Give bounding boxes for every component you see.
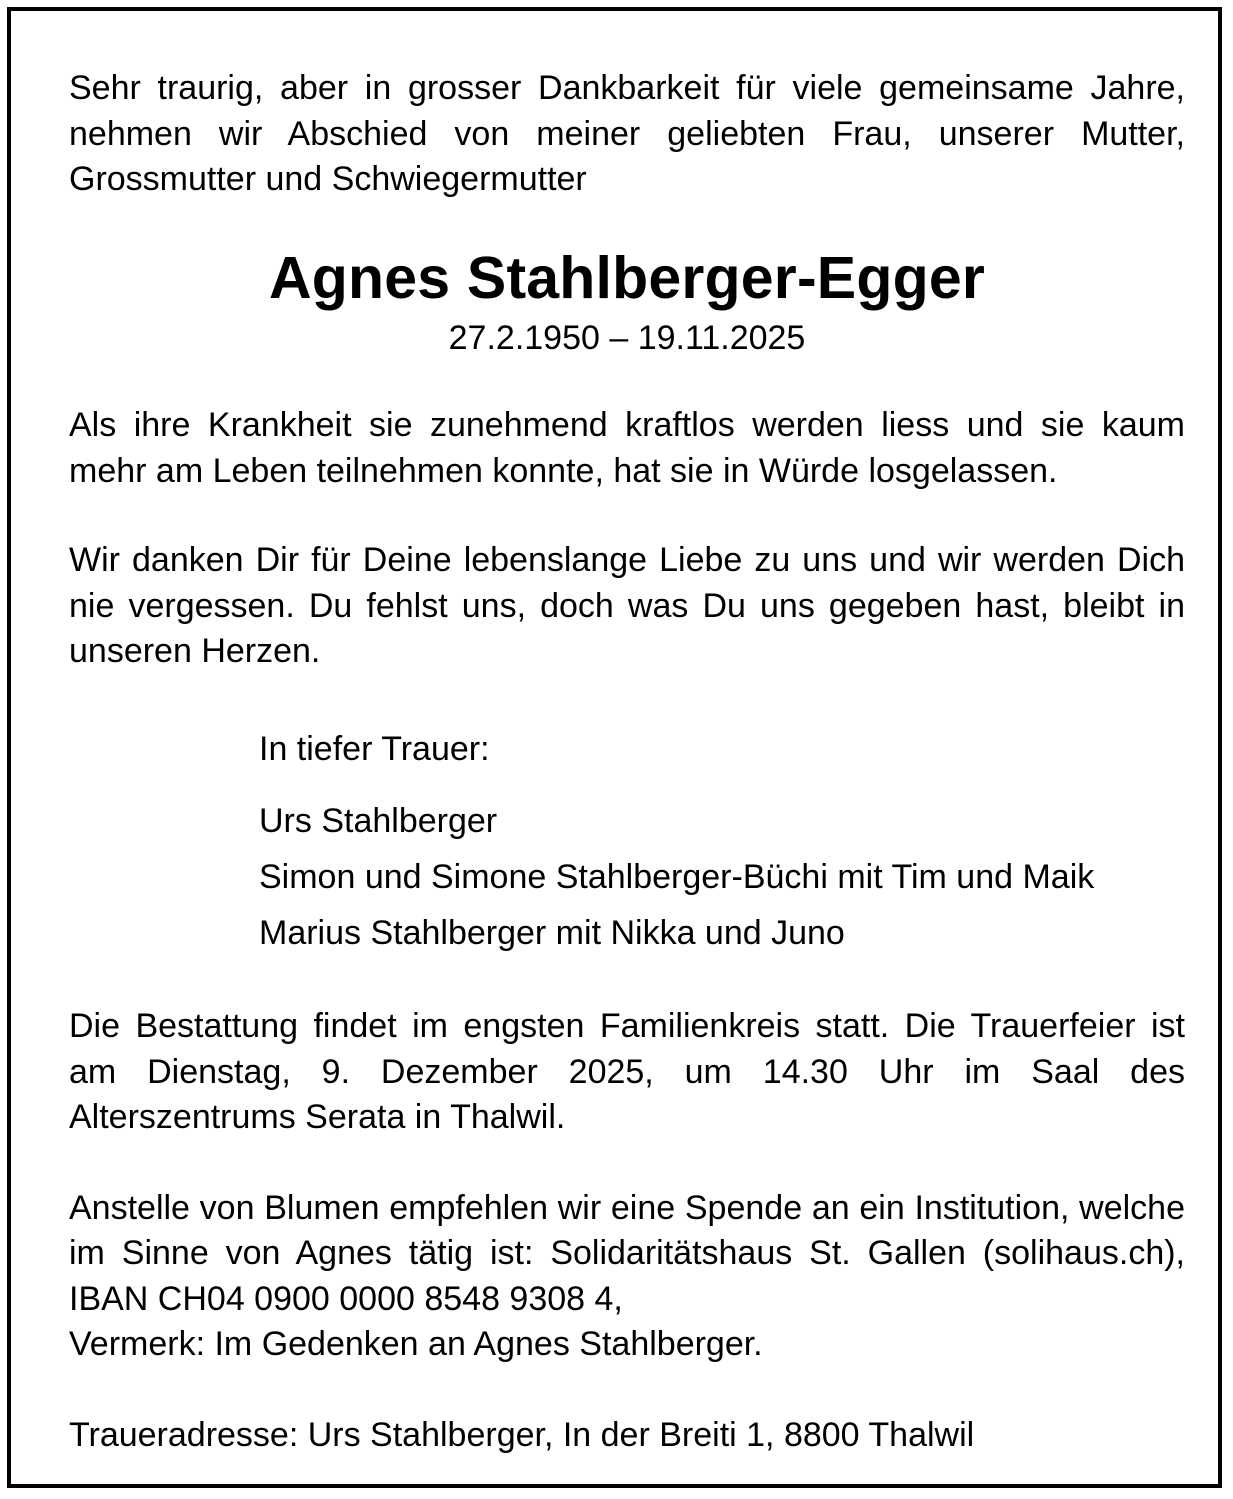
mourner-entry: Urs Stahlberger <box>259 802 498 840</box>
mourners-heading: In tiefer Trauer: <box>259 729 490 768</box>
donation-text: Anstelle von Blumen empfehlen wir eine Spende an ein Institution, welche im Sinne von Agnes tätig ist: Solidaritätshaus St. Gallen (solihaus.ch), IBAN CH04 0900 0000 8548 9308 4, <box>69 1188 1185 1318</box>
donation-note: Vermerk: Im Gedenken an Agnes Stahlberger. <box>69 1325 763 1363</box>
obituary-content <box>69 66 1185 1458</box>
intro-text: Sehr traurig, aber in grosser Dankbarkeit für viele gemeinsame Jahre, nehmen wir Abschied von meiner geliebten Frau, unserer Mutter, Grossmutter und Schwiegermutter <box>69 69 1185 198</box>
funeral-paragraph: Die Bestattung findet im engsten Familienkreis statt. Die Trauerfeier ist am Dienstag, 9. Dezember 2025, um 14.30 Uhr im Saal des Alterszentrums Serata in Thalwil. <box>69 1007 1185 1136</box>
donation-paragraph <box>69 1186 1185 1368</box>
mourning-address: Traueradresse: Urs Stahlberger, In der Breiti 1, 8800 Thalwil <box>69 1415 975 1454</box>
thanks-paragraph: Wir danken Dir für Deine lebenslange Liebe zu uns und wir werden Dich nie vergessen. Du fehlst uns, doch was Du uns gegeben hast, bleibt in unseren Herzen. <box>69 541 1185 670</box>
deceased-name: Agnes Stahlberger-Egger <box>268 244 986 311</box>
deceased-dates: 27.2.1950 – 19.11.2025 <box>448 318 806 357</box>
mourner-entry: Simon und Simone Stahlberger-Büchi mit Tim und Maik <box>259 858 1095 896</box>
mourner-entry: Marius Stahlberger mit Nikka und Juno <box>259 914 845 952</box>
illness-paragraph: Als ihre Krankheit sie zunehmend kraftlos werden liess und sie kaum mehr am Leben teilnehmen konnte, hat sie in Würde losgelassen. <box>69 406 1185 490</box>
obituary-frame <box>7 7 1222 1488</box>
mourners-block <box>259 727 1185 962</box>
